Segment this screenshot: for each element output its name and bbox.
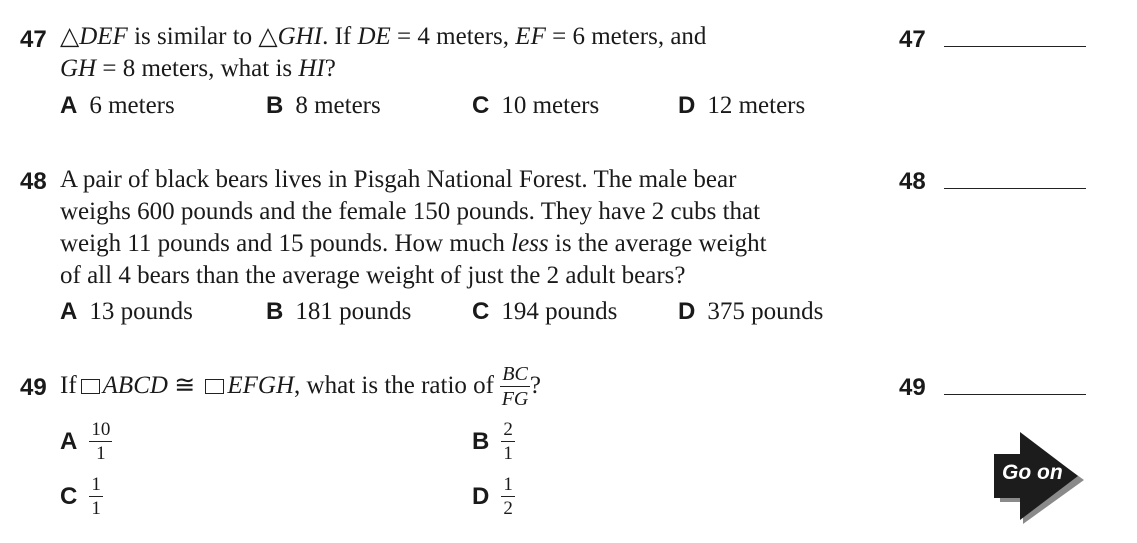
choice-d[interactable]: D $\frac{1}{2}$ bbox=[472, 474, 513, 519]
choice-fraction: $\frac{10}{1}$ bbox=[91, 419, 111, 464]
choice-fraction: $\frac{1}{1}$ bbox=[91, 474, 101, 519]
choice-c[interactable]: C 194 pounds bbox=[472, 298, 618, 325]
go-on-arrow[interactable] bbox=[990, 430, 1086, 526]
choice-fraction: $\frac{2}{1}$ bbox=[503, 419, 513, 464]
answer-blank-49[interactable] bbox=[944, 394, 1086, 395]
parallelogram-symbol bbox=[81, 379, 100, 394]
question-number: 47 bbox=[20, 26, 47, 53]
choice-d[interactable]: D 375 pounds bbox=[678, 298, 824, 325]
answer-blank-47[interactable] bbox=[944, 46, 1086, 47]
question-stem: A pair of black bears lives in Pisgah National Forest. The male bear weighs 600 pounds and the female 150 pounds. They have 2 cubs that weigh 11 pounds and 15 pounds. How much less is the average weight of all 4 bears than the average weight of just the 2 adult bears? bbox=[60, 166, 767, 289]
choice-b[interactable]: B 8 meters bbox=[266, 92, 381, 119]
choice-fraction: $\frac{1}{2}$ bbox=[503, 474, 513, 519]
answer-blank-48[interactable] bbox=[944, 188, 1086, 189]
choice-a[interactable]: A 13 pounds bbox=[60, 298, 193, 325]
answer-label-49: 49 bbox=[899, 374, 926, 401]
ratio-fraction: $\frac{BC}{FG}$ bbox=[501, 362, 529, 410]
parallelogram-symbol bbox=[205, 379, 224, 394]
choice-c[interactable]: C 10 meters bbox=[472, 92, 600, 119]
go-on-label: Go on bbox=[1002, 461, 1063, 484]
choice-a[interactable]: A 6 meters bbox=[60, 92, 175, 119]
answer-label-47: 47 bbox=[899, 26, 926, 53]
answer-label-48: 48 bbox=[899, 168, 926, 195]
choice-b[interactable]: B 181 pounds bbox=[266, 298, 412, 325]
choice-a[interactable]: A $\frac{10}{1}$ bbox=[60, 419, 111, 464]
triangle-symbol: △ bbox=[60, 23, 80, 50]
choice-d[interactable]: D 12 meters bbox=[678, 92, 806, 119]
choice-b[interactable]: B $\frac{2}{1}$ bbox=[472, 419, 513, 464]
question-stem-line-1: △DEF is similar to △GHI. If DE = 4 meters, EF = 6 meters, and bbox=[60, 23, 707, 50]
question-number: 49 bbox=[20, 374, 47, 401]
question-stem-line-2: GH = 8 meters, what is HI? bbox=[60, 55, 336, 82]
question-stem: If ABCD ≅ EFGH , what is the ratio of $\frac{BC}{FG}$ ? bbox=[60, 362, 541, 410]
choice-c[interactable]: C $\frac{1}{1}$ bbox=[60, 474, 101, 519]
question-number: 48 bbox=[20, 168, 47, 195]
